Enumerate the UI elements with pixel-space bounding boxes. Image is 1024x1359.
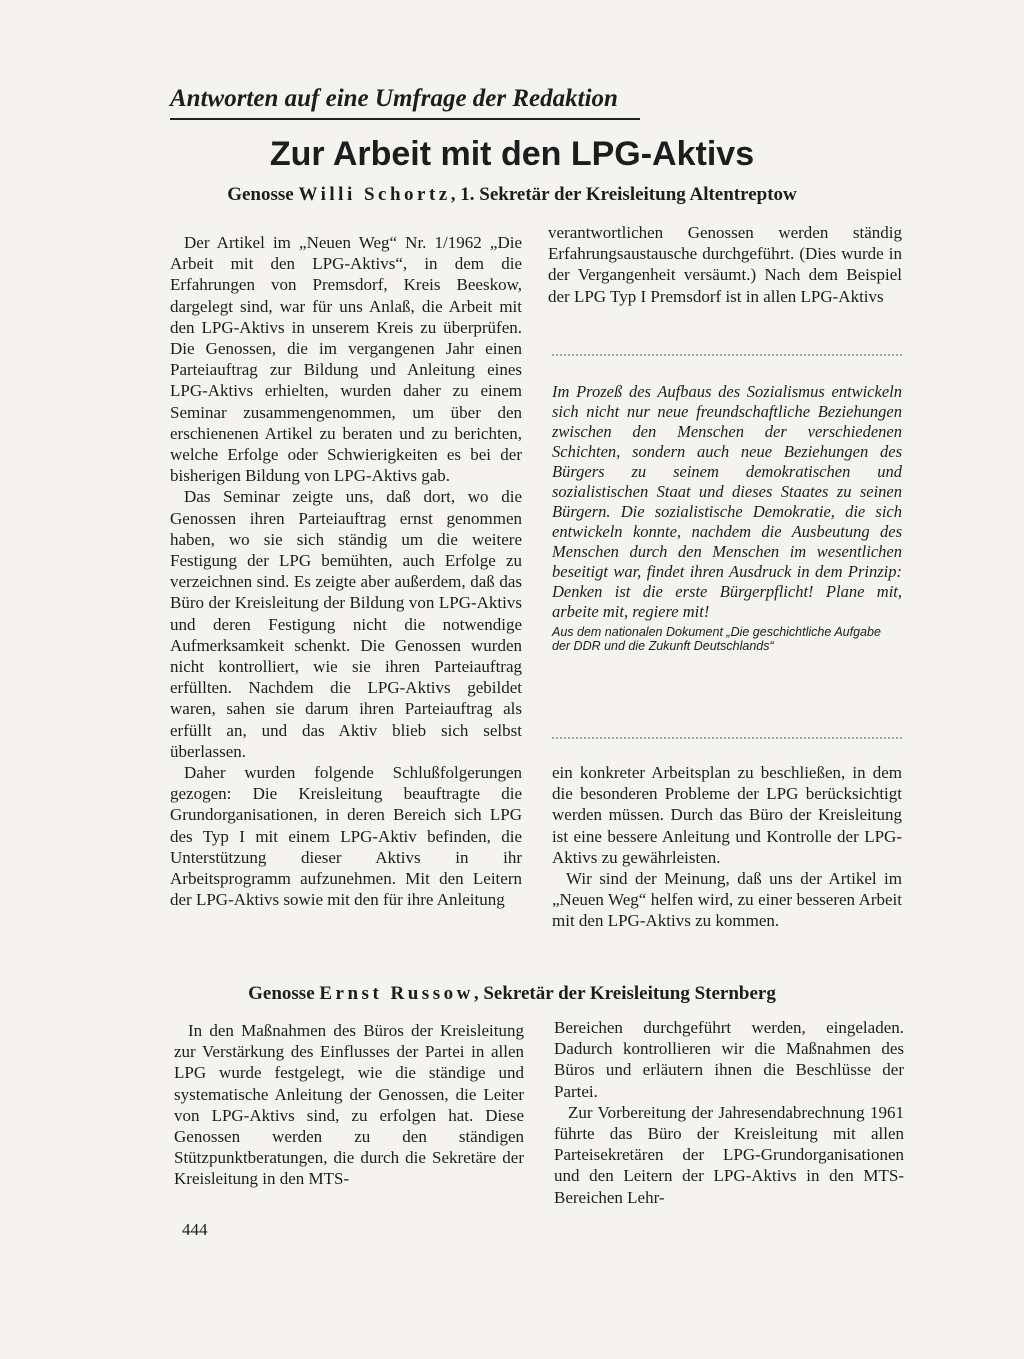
quote-source: Aus dem nationalen Dokument „Die geschichtliche Aufgabe der DDR und die Zukunft Deutschlands“ <box>552 625 881 653</box>
section2-left-column <box>174 1020 524 1190</box>
byline-1-role: , 1. Sekretär der Kreisleitung Altentreptow <box>450 184 797 205</box>
paragraph: Daher wurden folgende Schlußfolgerungen gezogen: Die Kreisleitung beauftragte die Grundorganisationen, in deren Bereich sich LPG des Typ I mit einem LPG-Aktiv befinden, die Unterstützung dieser Aktivs in ihr Arbeitsprogramm aufzunehmen. Mit den Leitern der LPG-Aktivs sowie mit den für ihre Anleitung <box>170 763 522 910</box>
byline-2 <box>0 982 1024 1006</box>
paragraph: Zur Vorbereitung der Jahresendabrechnung 1961 führte das Büro der Kreisleitung mit allen Parteisekretären der LPG-Grundorganisationen und den Leitern der LPG-Aktivs in den MTS-Bereichen Lehr- <box>554 1102 904 1207</box>
paragraph: Das Seminar zeigte uns, daß dort, wo die Genossen ihren Parteiauftrag ernst genommen haben, wo sie sich ständig um die weitere Festigung der LPG bemühten, auch Erfolge zu verzeichnen sind. Es zeigte aber außerdem, daß das Büro der Kreisleitung der Bildung von LPG-Aktivs und deren Festigung nicht die notwendige Aufmerksamkeit schenkt. Die Genossen wurden nicht kontrolliert, wie sie ihren Parteiauftrag erfüllten. Nachdem die LPG-Aktivs gebildet waren, sahen sie darum ihren Parteiauftrag als erfüllt an, und das Aktiv blieb sich selbst überlassen. <box>170 487 522 761</box>
ornamental-divider <box>552 354 902 356</box>
byline-2-name: Ernst Russow <box>319 983 474 1004</box>
byline-2-prefix: Genosse <box>248 983 315 1004</box>
byline-2-role: , Sekretär der Kreisleitung Sternberg <box>473 983 776 1004</box>
ornamental-divider <box>552 737 902 739</box>
paragraph: ein konkreter Arbeitsplan zu beschließen, in dem die besonderen Probleme der LPG berücksichtigt werden müssen. Durch das Büro der Kreisleitung ist eine bessere Anleitung und Kontrolle der LPG-Aktivs zu gewährleisten. <box>552 763 902 867</box>
byline-1-name: Willi Schortz <box>298 184 451 205</box>
page-number: 444 <box>182 1220 208 1239</box>
paragraph: Bereichen durchgeführt werden, eingeladen. Dadurch kontrollieren wir die Maßnahmen des Büros und erläutern ihnen die Beschlüsse der Partei. <box>554 1018 904 1101</box>
byline-1-prefix: Genosse <box>227 184 294 205</box>
article-title: Zur Arbeit mit den LPG-Aktivs <box>269 135 755 173</box>
section1-right-column-top <box>548 222 902 307</box>
quote-box <box>552 382 902 653</box>
paragraph: In den Maßnahmen des Büros der Kreisleitung zur Verstärkung des Einflusses der Partei in allen LPG wurde festgelegt, wie die ständige und systematische Anleitung der Genossen, die Leiter von LPG-Aktivs sind, zu erfolgen hat. Diese Genossen werden zu den ständigen Stützpunktberatungen, die durch die Sekretäre der Kreisleitung in den MTS- <box>174 1021 524 1189</box>
paragraph: verantwortlichen Genossen werden ständig Erfahrungsaustausche durchgeführt. (Dies wurde in der Vergangenheit versäumt.) Nach dem Beispiel der LPG Typ I Premsdorf ist in allen LPG-Aktivs <box>548 223 902 306</box>
byline-1 <box>0 183 1024 207</box>
paragraph: Der Artikel im „Neuen Weg“ Nr. 1/1962 „Die Arbeit mit den LPG-Aktivs“, in dem die Erfahrungen von Premsdorf, Kreis Beeskow, dargelegt sind, war für uns Anlaß, die Arbeit mit den LPG-Aktivs in unserem Kreis zu überprüfen. Die Genossen, die im vergangenen Jahr einen Parteiauftrag zur Bildung und Anleitung eines LPG-Aktivs erhielten, wurden daher zu einem Seminar zusammengenommen, um über den erschienenen Artikel zu beraten und zu berichten, welche Erfolge oder Schwierigkeiten es bei der bisherigen Bildung von LPG-Aktivs gab. <box>170 233 522 486</box>
quote-text: Im Prozeß des Aufbaus des Sozialismus entwickeln sich nicht nur neue freundschaftliche Beziehungen zwischen den Menschen der verschiedenen Schichten, sondern auch neue Beziehungen des Bürgers zu seinem demokratischen und sozialistischen Staat und dieses Staates zu seinen Bürgern. Die sozialistische Demokratie, die sich entwickeln konnte, nachdem die Ausbeutung des Menschen durch den Menschen im wesentlichen beseitigt war, findet ihren Ausdruck in dem Prinzip: Denken ist die erste Bürgerpflicht! Plane mit, arbeite mit, regiere mit! <box>552 382 902 621</box>
kicker-heading: Antworten auf eine Umfrage der Redaktion <box>170 82 640 120</box>
paragraph: Wir sind der Meinung, daß uns der Artikel im „Neuen Weg“ helfen wird, zu einer besseren Arbeit mit den LPG-Aktivs zu kommen. <box>552 869 902 931</box>
section1-right-column-bottom <box>552 762 902 932</box>
section1-left-column <box>170 232 522 911</box>
section2-right-column <box>554 1017 904 1208</box>
